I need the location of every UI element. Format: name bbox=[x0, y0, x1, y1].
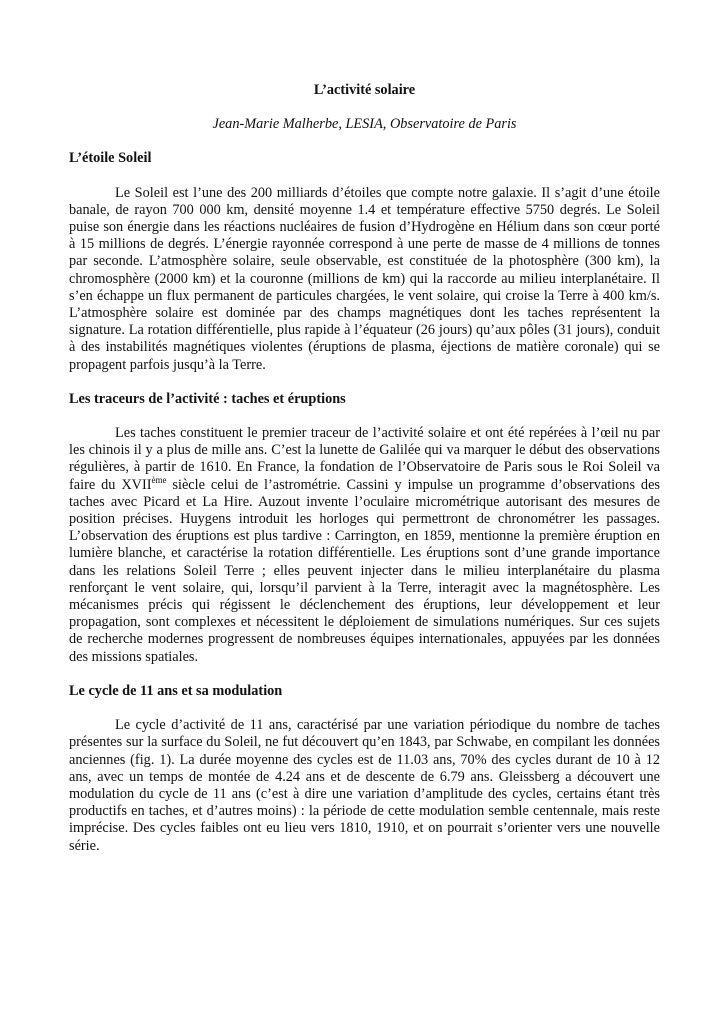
section-paragraph-cycle: Le cycle d’activité de 11 ans, caractérisé par une variation périodique du nombre de taches présentes sur la surface du Soleil, ne fut découvert qu’en 1843, par Schwabe, en compilant les données anciennes (fig. 1). La durée moyenne des cycles est de 11.03 ans, 70% des cycles durant de 10 à 12 ans, avec un temps de montée de 4.24 ans et de descente de 6.79 ans. Gleissberg a découvert une modulation du cycle de 11 ans (c’est à dire une variation d’amplitude des cycles, certains étant très productifs en taches, et d’autres moins) : la période de cette modulation semble centennale, mais reste imprécise. Des cycles faibles ont eu lieu vers 1810, 1910, et on pourrait s’orienter vers une nouvelle série. bbox=[69, 717, 660, 854]
paragraph-text-part: siècle celui de l’astrométrie. Cassini y impulse un programme d’observations des taches avec Picard et La Hire. Auzout invente l’oculaire micrométrique autorisant des mesures de position précises. Huygens introduit les horloges qui permettront de chronométrer les passages. L’observation des éruptions est plus tardive : Carrington, en 1859, mentionne la première éruption en lumière blanche, et caractérise la rotation différentielle. Les éruptions sont d’une grande importance dans les relations Soleil Terre ; elles peuvent injecter dans le milieu interplanétaire du plasma renforçant le vent solaire, qui, lorsqu’il parvient à la Terre, interagit avec la magnétosphère. Les mécanismes précis qui régissent le déclenchement des éruptions, leur développement et leur propagation, sont complexes et nécessitent le déploiement de simulations numériques. Sur ces sujets de recherche modernes progressent de nombreuses équipes internationales, appuyées par les données des missions spatiales. bbox=[69, 476, 660, 665]
superscript-text: ème bbox=[151, 474, 167, 485]
document-author: Jean-Marie Malherbe, LESIA, Observatoire de Paris bbox=[212, 116, 517, 133]
section-paragraph-etoile-soleil: Le Soleil est l’une des 200 milliards d’étoiles que compte notre galaxie. Il s’agit d’une étoile banale, de rayon 700 000 km, densité moyenne 1.4 et température effective 5750 degrés. Le Soleil puise son énergie dans les réactions nucléaires de fusion d’Hydrogène en Hélium dans son cœur porté à 15 millions de degrés. L’énergie rayonnée correspond à une perte de masse de 4 millions de tonnes par seconde. L’atmosphère solaire, seule observable, est constituée de la photosphère (300 km), la chromosphère (2000 km) et la couronne (millions de km) qui la raccorde au milieu interplanétaire. Il s’en échappe un flux permanent de particules chargées, le vent solaire, qui croise la Terre à 400 km/s. L’atmosphère solaire est dominée par des champs magnétiques dont les taches représentent la signature. La rotation différentielle, plus rapide à l’équateur (26 jours) qu’aux pôles (31 jours), conduit à des instabilités magnétiques violentes (éruptions de plasma, éjections de matière coronale) qui se propagent parfois jusqu’à la Terre. bbox=[69, 184, 660, 373]
section-heading-traceurs: Les traceurs de l’activité : taches et éruptions bbox=[69, 390, 346, 407]
document-page bbox=[69, 82, 660, 855]
section-heading-etoile-soleil: L’étoile Soleil bbox=[69, 150, 152, 167]
document-title: L’activité solaire bbox=[313, 82, 416, 98]
paragraph-text-part: Les taches constituent le premier traceur de l’activité solaire et ont été repérées à l’œil nu par les chinois il y a plus de mille ans. C’est la lunette de Galilée qui va marquer le début des observations régulières, à partir de 1610. En France, la fondation de l’Observatoire de Paris sous le Roi Soleil va faire du XVII bbox=[69, 425, 660, 493]
section-heading-cycle: Le cycle de 11 ans et sa modulation bbox=[69, 682, 283, 699]
section-paragraph-traceurs bbox=[69, 425, 660, 666]
